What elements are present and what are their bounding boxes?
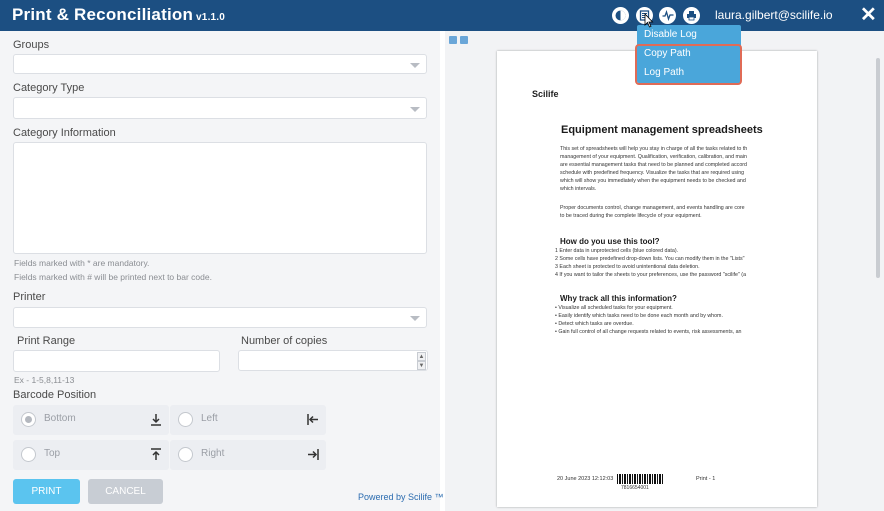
print-button[interactable]: PRINT: [13, 479, 80, 504]
barcode-position-label: Barcode Position: [13, 389, 97, 401]
theme-icon[interactable]: [612, 7, 629, 24]
barcode-position-left[interactable]: [170, 405, 326, 435]
radio-bottom-label: Bottom: [44, 413, 76, 424]
print-range-label: Print Range: [17, 335, 76, 347]
chevron-down-icon[interactable]: ▼: [418, 362, 425, 369]
app-version: v1.1.0: [196, 12, 226, 23]
document-footer-page: Print - 1: [696, 476, 716, 482]
cancel-button[interactable]: CANCEL: [88, 479, 163, 504]
document-logo: Scilife: [532, 89, 559, 99]
barcode-position-bottom[interactable]: [13, 405, 169, 435]
menu-item-log-path[interactable]: Log Path: [644, 67, 685, 78]
menu-item-copy-path[interactable]: Copy Path: [644, 48, 691, 59]
document-why-item: • Easily identify which tasks need to be done each month and by whom.: [555, 313, 723, 319]
app-title-text: Print & Reconciliation: [12, 5, 194, 24]
arrow-top-icon: [149, 447, 163, 462]
zoom-in-icon[interactable]: [449, 36, 457, 44]
radio-left[interactable]: [178, 412, 193, 427]
document-why-item: • Detect which tasks are overdue.: [555, 321, 634, 327]
zoom-out-icon[interactable]: [460, 36, 468, 44]
category-information-label: Category Information: [13, 127, 116, 139]
document-how-item: 4 If you want to tailor the sheets to your preferences, use the password "scilife" (a: [555, 272, 747, 278]
printer-select[interactable]: [13, 307, 427, 328]
arrow-bottom-icon: [149, 412, 163, 427]
document-intro2-line: to be traced during the complete lifecycle of your equipment.: [560, 213, 702, 219]
chevron-down-icon: [410, 63, 420, 68]
chevron-up-icon[interactable]: ▲: [418, 353, 425, 360]
barcode-number: 7816654001: [621, 485, 649, 491]
copies-input[interactable]: [238, 350, 428, 371]
mandatory-hint: Fields marked with * are mandatory.: [14, 258, 150, 268]
document-intro-line: which will show you immediately when the equipment needs to be checked and: [560, 178, 746, 184]
document-how-item: 3 Each sheet is protected to avoid unintentional data deletion.: [555, 264, 700, 270]
user-email[interactable]: laura.gilbert@scilife.io: [715, 8, 833, 22]
close-icon[interactable]: ✕: [860, 4, 877, 26]
barcode-position-right[interactable]: [170, 440, 326, 470]
powered-by-link[interactable]: Powered by Scilife ™: [358, 492, 444, 502]
document-how-item: 2 Some cells have predefined drop-down lists. You can modify them in the "Lists": [555, 256, 745, 262]
document-how-item: 1 Enter data in unprotected cells (blue colored data).: [555, 248, 679, 254]
radio-bottom[interactable]: [21, 412, 36, 427]
document-intro-line: This set of spreadsheets will help you stay in charge of all the tasks related to th: [560, 146, 748, 152]
activity-icon[interactable]: [659, 7, 676, 24]
groups-select[interactable]: [13, 54, 427, 74]
radio-right[interactable]: [178, 447, 193, 462]
document-intro-line: management of your equipment. Qualification, verification, calibration, and main: [560, 154, 747, 160]
preview-scrollbar[interactable]: [876, 58, 880, 278]
arrow-right-icon: [306, 447, 320, 462]
category-type-label: Category Type: [13, 82, 85, 94]
document-intro-line: which intervals.: [560, 186, 597, 192]
printer-label: Printer: [13, 291, 46, 303]
printer-icon[interactable]: [683, 7, 700, 24]
chevron-down-icon: [410, 316, 420, 321]
barcode-image: [617, 474, 663, 484]
barcode-position-top[interactable]: [13, 440, 169, 470]
title-bar: [0, 0, 884, 31]
arrow-left-icon: [306, 412, 320, 427]
document-why-heading: Why track all this information?: [560, 294, 677, 303]
document-intro2-line: Proper documents control, change management, and events handling are core: [560, 205, 745, 211]
menu-item-disable-log[interactable]: Disable Log: [644, 29, 697, 40]
radio-top[interactable]: [21, 447, 36, 462]
radio-top-label: Top: [44, 448, 61, 459]
radio-right-label: Right: [201, 448, 225, 459]
document-title: Equipment management spreadsheets: [561, 124, 763, 136]
document-preview: [497, 51, 817, 507]
category-information-area[interactable]: [13, 142, 427, 254]
menu-highlight-box: [635, 44, 742, 85]
groups-label: Groups: [13, 39, 50, 51]
document-why-item: • Visualize all scheduled tasks for your equipment.: [555, 305, 673, 311]
barcode-hint: Fields marked with # will be printed next to bar code.: [14, 272, 212, 282]
print-range-hint: Ex - 1-5,8,11-13: [14, 375, 75, 385]
document-why-item: • Gain full control of all change requests related to events, risk assessments, an: [555, 329, 742, 335]
document-intro-line: schedule with predefined frequency. Visualize the tasks that are required using: [560, 170, 745, 176]
document-footer-date: 20 June 2023 12:12:03: [557, 476, 614, 482]
category-type-select[interactable]: [13, 97, 427, 119]
document-how-heading: How do you use this tool?: [560, 237, 660, 246]
print-range-input[interactable]: [13, 350, 220, 372]
document-intro-line: are essential management tasks that need to be planned and completed accord: [560, 162, 747, 168]
copies-label: Number of copies: [241, 335, 328, 347]
app-title: [12, 5, 225, 25]
mouse-cursor-icon: [644, 13, 654, 28]
radio-left-label: Left: [201, 413, 218, 424]
chevron-down-icon: [410, 107, 420, 112]
